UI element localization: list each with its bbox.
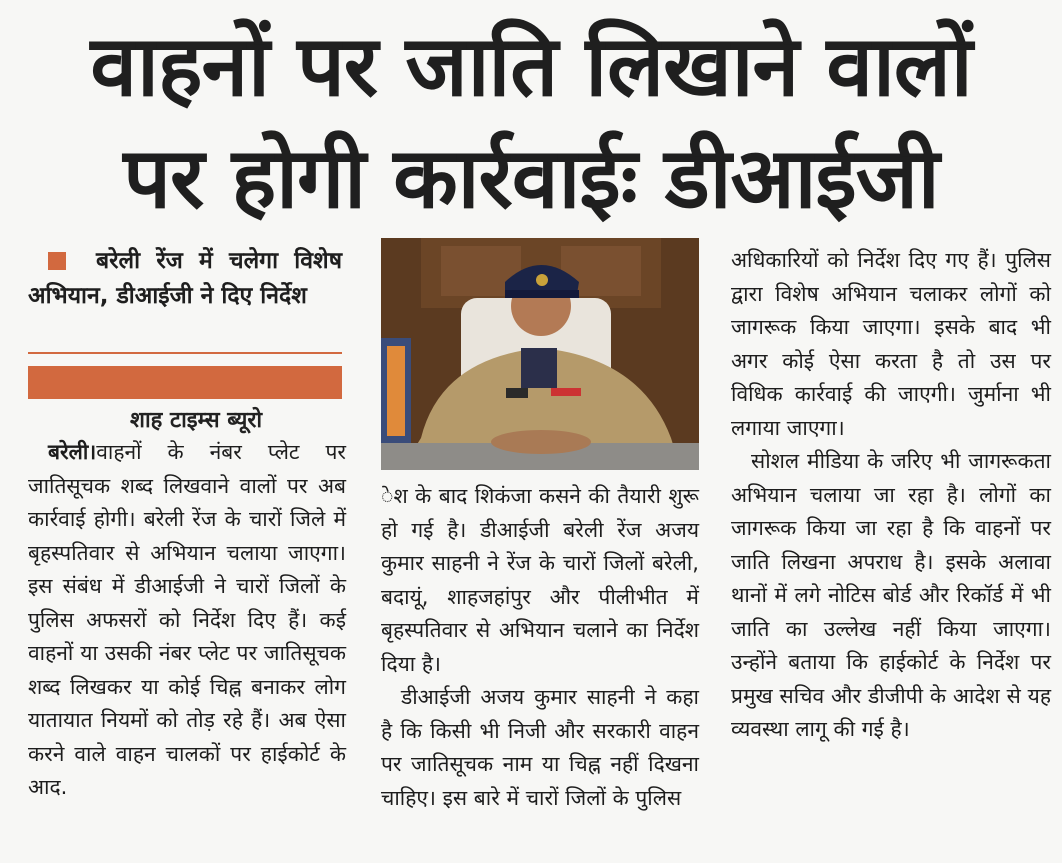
subheadline-bar <box>28 366 342 399</box>
headline-line-2: पर होगी कार्रवाईः डीआईजी <box>123 129 939 227</box>
bullet-square-icon <box>48 252 66 270</box>
dateline: बरेली। <box>48 440 97 464</box>
headline <box>0 10 1062 234</box>
col2-paragraph-1: ेश के बाद शिकंजा कसने की तैयारी शुरू हो गई है। डीआईजी बरेली रेंज अजय कुमार साहनी ने रेंज के चारों जिलों बरेली, बदायूं, शाहजहांपुर और पीलीभीत में बृहस्पतिवार से अभियान चलाने का निर्देश दिया है। <box>381 484 699 676</box>
article-column-3 <box>731 244 1051 747</box>
col3-paragraph-2: सोशल मीडिया के जरिए भी जागरूकता अभियान चलाया जा रहा है। लोगों का जागरूक किया जा रहा है कि वाहनों पर जाति लिखना अपराध है। इसके अलावा थानों में लगे नोटिस बोर्ड और रिकॉर्ड में भी जाति का उल्लेख नहीं किया जाएगा। उन्होंने बताया कि हाईकोर्ट के निर्देश पर प्रमुख सचिव और डीजीपी के आदेश से यह व्यवस्था लागू की गई है। <box>731 449 1051 741</box>
byline: शाह टाइम्स ब्यूरो <box>130 408 263 433</box>
subheadline <box>28 244 342 314</box>
col2-paragraph-2: डीआईजी अजय कुमार साहनी ने कहा है कि किसी भी निजी और सरकारी वाहन पर जातिसूचक नाम या चिह्न नहीं दिखना चाहिए। इस बारे में चारों जिलों के पुलिस <box>381 685 699 810</box>
article-column-2 <box>381 480 699 815</box>
officer-portrait-illustration <box>381 238 699 470</box>
headline-line-1: वाहनों पर जाति लिखाने वालों <box>90 17 972 115</box>
dig-photo <box>381 238 699 470</box>
subheadline-rule <box>28 352 342 354</box>
subheadline-text: बरेली रेंज में चलेगा विशेष अभियान, डीआईजी ने दिए निर्देश <box>28 248 342 309</box>
col3-paragraph-1: अधिकारियों को निर्देश दिए गए हैं। पुलिस द्वारा विशेष अभियान चलाकर लोगों को जागरूक किया जाएगा। इसके बाद भी अगर कोई ऐसा करता है तो उस पर विधिक कार्रवाई की जाएगी। जुर्माना भी लगाया जाएगा। <box>731 248 1051 440</box>
article-column-1 <box>28 436 346 805</box>
col1-text: वाहनों के नंबर प्लेट पर जातिसूचक शब्द लिखवाने वालों पर अब कार्रवाई होगी। बरेली रेंज के चारों जिले में बृहस्पतिवार से अभियान चलाया जाएगा। इस संबंध में डीआईजी ने चारों जिलों के पुलिस अफसरों को निर्देश दिए हैं। कई वाहनों या उसकी नंबर प्लेट पर जातिसूचक शब्द लिखकर या कोई चिह्न बनाकर लोग यातायात नियमों को तोड़ रहे हैं। अब ऐसा करने वाले वाहन चालकों पर हाईकोर्ट के आद. <box>28 440 346 799</box>
